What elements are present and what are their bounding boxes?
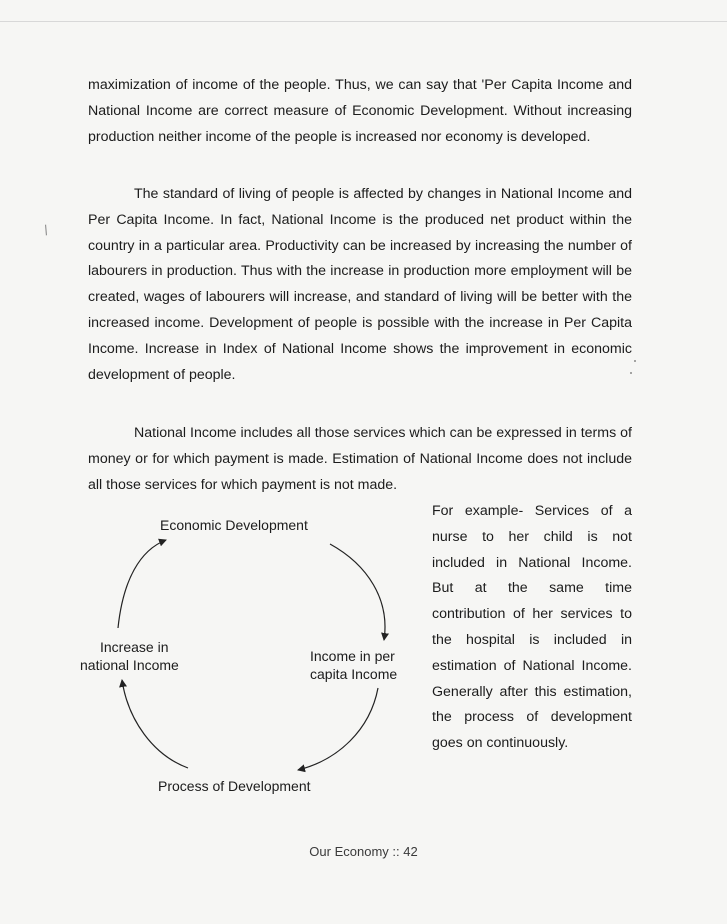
paragraph-4-example: For example- Services of a nurse to her child is not included in National Income. But at the same time contribution of her services to the hospital is included in estimation of National Income. Generally after this estimation, the process of development goes on continuously. bbox=[432, 503, 632, 752]
page-footer: Our Economy :: 42 bbox=[309, 844, 418, 859]
paragraph-1: maximization of income of the people. Thus, we can say that 'Per Capita Income and National Income are correct measure of Economic Development. Without increasing production neither income of the people is increased nor economy is developed. bbox=[88, 77, 632, 145]
label-process-of-development: Process of Development bbox=[158, 778, 311, 794]
label-economic-development: Economic Development bbox=[160, 517, 308, 533]
label-increase-in: Increase in bbox=[100, 639, 169, 655]
paragraph-2: The standard of living of people is affected by changes in National Income and Per Capita Income. In fact, National Income is the produced net product within the country in a particular area. Productivity can be increased by increasing the number of labourers in production. Thus with the increase in production more employment will be created, wages of labourers will increase, and standard of living will be better with the increased income. Development of people is possible with the increase in Per Capita Income. Increase in Index of National Income shows the improvement in economic development of people. bbox=[88, 186, 632, 383]
label-capita-income: capita Income bbox=[310, 666, 398, 682]
paragraph-3: National Income includes all those services which can be expressed in terms of money or for which payment is made. Estimation of National Income does not include all those services for which payment is not made. bbox=[88, 425, 632, 493]
label-income-in-per: Income in per bbox=[310, 648, 395, 664]
top-rule bbox=[0, 21, 727, 22]
arrow-to-economic-development bbox=[118, 540, 166, 628]
arrow-to-national-income bbox=[122, 680, 188, 768]
development-cycle-diagram bbox=[78, 510, 428, 810]
margin-pen-mark: / bbox=[41, 221, 51, 239]
stray-dot bbox=[634, 360, 636, 362]
arrow-to-process-of-development bbox=[298, 688, 378, 770]
arrow-to-per-capita-income bbox=[330, 544, 385, 640]
label-national-income: national Income bbox=[80, 657, 179, 673]
